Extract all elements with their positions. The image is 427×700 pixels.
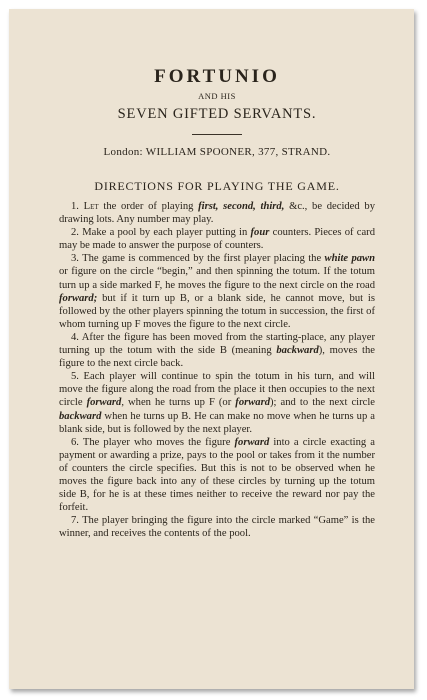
rule-text: or figure on the circle “begin,” and then spinning the totum. If the totum turn up a side marked F, he moves the figure to the next circle on the road (59, 266, 375, 291)
rule-number: 7. (71, 515, 83, 527)
rule-lead-word: Let (83, 201, 99, 212)
rule-text: ); and to the next circle (270, 397, 375, 409)
rule-text: counters. Pieces of card may be made to answer the purpose of counters. (59, 227, 376, 252)
emphasis-text: forward (235, 397, 271, 409)
rule-number: 5. (71, 371, 84, 383)
rule-number: 2. (71, 227, 83, 239)
directions-heading: DIRECTIONS FOR PLAYING THE GAME. (94, 179, 340, 193)
rule-text: but if it turn up B, or a blank side, he cannot move, but is followed by the other players spinning the totum in succession, the first of whom turning up F moves the figure to the next circle. (59, 292, 375, 330)
document-subtitle: AND HIS (198, 91, 236, 101)
rule-text: ), moves the figure to the next circle back. (59, 345, 375, 370)
rule-paragraph (59, 252, 375, 331)
rule-text: The game is commenced by the first player placing the (82, 253, 325, 265)
emphasis-text: backward (59, 410, 102, 422)
document-title: FORTUNIO (154, 66, 280, 87)
emphasis-text: first, second, third, (198, 201, 285, 212)
rule-number: 1. (71, 201, 84, 212)
rule-paragraph (59, 436, 375, 515)
rule-text: when he turns up B. He can make no move when he turns up a blank side, but is followed by the next player. (59, 410, 375, 435)
emphasis-text: forward; (59, 292, 98, 304)
publisher-line: London: WILLIAM SPOONER, 377, STRAND. (103, 146, 331, 158)
rule-paragraph (59, 514, 375, 540)
document-content (59, 65, 375, 540)
rule-number: 4. (71, 331, 82, 343)
emphasis-text: backward (276, 345, 319, 357)
rule-text: After the figure has been moved from the starting-place, any player turning up the totum with the side B (meaning (59, 331, 376, 357)
rule-paragraph (59, 200, 375, 226)
emphasis-text: forward (234, 436, 270, 448)
rule-text: Each player will continue to spin the totum in his turn, and will move the figure along the road from the place it then occupies to the next circle (59, 371, 375, 409)
rule-paragraph (59, 226, 375, 252)
rule-text: , when he turns up F (or (121, 397, 236, 409)
rule-text: Make a pool by each player putting in (82, 227, 251, 239)
rule-number: 3. (71, 253, 83, 265)
emphasis-text: forward (86, 397, 122, 409)
rule-text: into a circle exacting a payment or awarding a prize, pays to the pool or takes from it the number of counters the circle specifies. But this is not to be observed when he moves the figure back into any of these circles by turning up the totum side B, for he is at these times neither to receive the reward nor pay the forfeit. (59, 436, 376, 514)
rules-list (59, 200, 375, 540)
divider (192, 134, 242, 135)
rule-text: The player bringing the figure into the circle marked “Game” is the winner, and receives the contents of the pool. (59, 515, 376, 540)
rule-text: &c., be decided by drawing lots. Any number may play. (59, 201, 375, 226)
rule-paragraph (59, 331, 375, 370)
rule-paragraph (59, 370, 375, 435)
document-sheet (9, 9, 414, 689)
document-title-line2: SEVEN GIFTED SERVANTS. (117, 106, 317, 122)
rule-text: the order of playing (98, 201, 199, 212)
emphasis-text: four (250, 227, 270, 239)
rule-text: The player who moves the figure (82, 436, 235, 448)
emphasis-text: white pawn (324, 253, 376, 265)
rule-number: 6. (71, 436, 83, 448)
